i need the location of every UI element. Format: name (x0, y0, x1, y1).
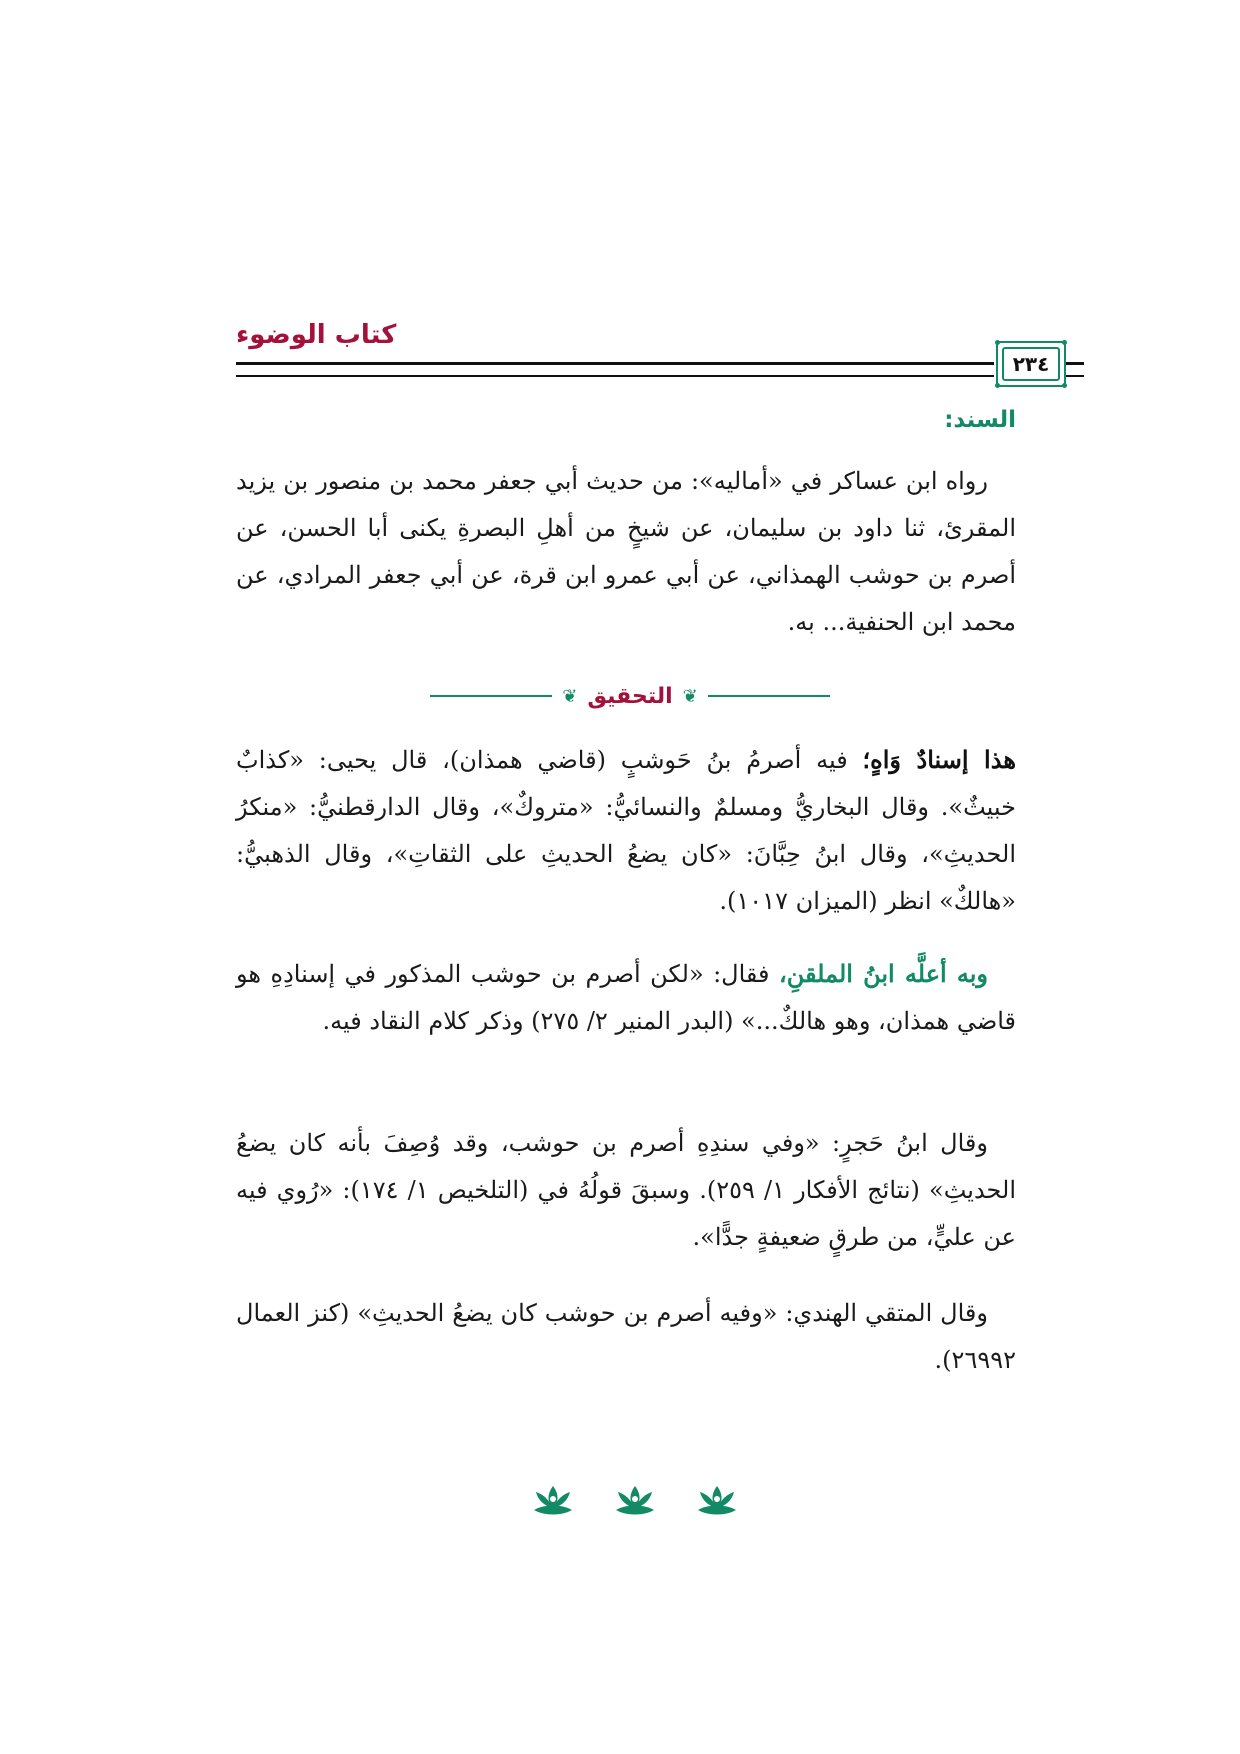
header-rule-short (1064, 362, 1084, 377)
flourish-icon: ❦ (562, 685, 578, 707)
paragraph-body: فقال: «لكن أصرم بن حوشب المذكور في إسنادِهِ هو قاضي همذان، وهو هالكٌ...» (البدر المنير ٢/ ٢٧٥) وذكر كلام النقاد فيه. (236, 960, 1016, 1035)
paragraph-body: فيه أصرمُ بنُ حَوشبٍ (قاضي همذان)، قال يحيى: «كذابٌ خبيثٌ». وقال البخاريُّ ومسلمٌ والنسائيُّ: «متروكٌ»، وقال الدارقطنيُّ: «منكرُ الحديثِ»، وقال ابنُ حِبَّانَ: «كان يضعُ الحديثِ على الثقاتِ»، وقال الذهبيُّ: «هالكٌ» انظر (الميزان ١٠١٧). (236, 746, 1016, 915)
lotus-ornament-icon (530, 1482, 576, 1518)
paragraph-lead: وبه أعلَّه ابنُ الملقنِ، (778, 959, 988, 988)
paragraph-lead: هذا إسنادٌ وَاهٍ؛ (862, 745, 1016, 774)
frame-corner-icon (1062, 383, 1067, 388)
frame-corner-icon (1062, 340, 1067, 345)
lotus-ornament-icon (694, 1482, 740, 1518)
header-rule (236, 362, 994, 377)
divider-line (430, 695, 552, 697)
section-divider (430, 678, 830, 714)
divider-line (708, 695, 830, 697)
tahqiq-paragraph-4: وقال المتقي الهندي: «وفيه أصرم بن حوشب كان يضعُ الحديثِ» (كنز العمال ٢٦٩٩٢). (236, 1299, 1016, 1374)
lotus-ornament-icon (612, 1482, 658, 1518)
flourish-icon: ❦ (682, 685, 698, 707)
end-ornaments (530, 1480, 740, 1520)
frame-corner-icon (995, 340, 1000, 345)
sanad-paragraph: رواه ابن عساكر في «أماليه»: من حديث أبي جعفر محمد بن منصور بن يزيد المقرئ، ثنا داود بن سليمان، عن شيخٍ من أهلِ البصرةِ يكنى أبا الحسن، عن أصرم بن حوشب الهمذاني، عن أبي عمرو ابن قرة، عن أبي جعفر المرادي، عن محمد ابن الحنفية... به. (236, 467, 1016, 636)
frame-corner-icon (995, 383, 1000, 388)
page-number-frame (996, 341, 1066, 387)
page-number: ٢٣٤ (1002, 347, 1060, 381)
section-heading-sanad: السند: (944, 407, 1016, 433)
tahqiq-paragraph-1 (236, 736, 1016, 925)
tahqiq-paragraph-2 (236, 950, 1016, 1045)
section-heading-tahqiq: التحقيق (587, 683, 673, 709)
book-title: كتاب الوضوء (236, 320, 397, 350)
tahqiq-paragraph-3: وقال ابنُ حَجرٍ: «وفي سندِهِ أصرم بن حوشب، وقد وُصِفَ بأنه كان يضعُ الحديثِ» (نتائج الأفكار ١/ ٢٥٩). وسبقَ قولُهُ في (التلخيص ١/ ١٧٤): «رُوي فيه عن عليٍّ، من طرقٍ ضعيفةٍ جدًّا». (236, 1129, 1017, 1251)
